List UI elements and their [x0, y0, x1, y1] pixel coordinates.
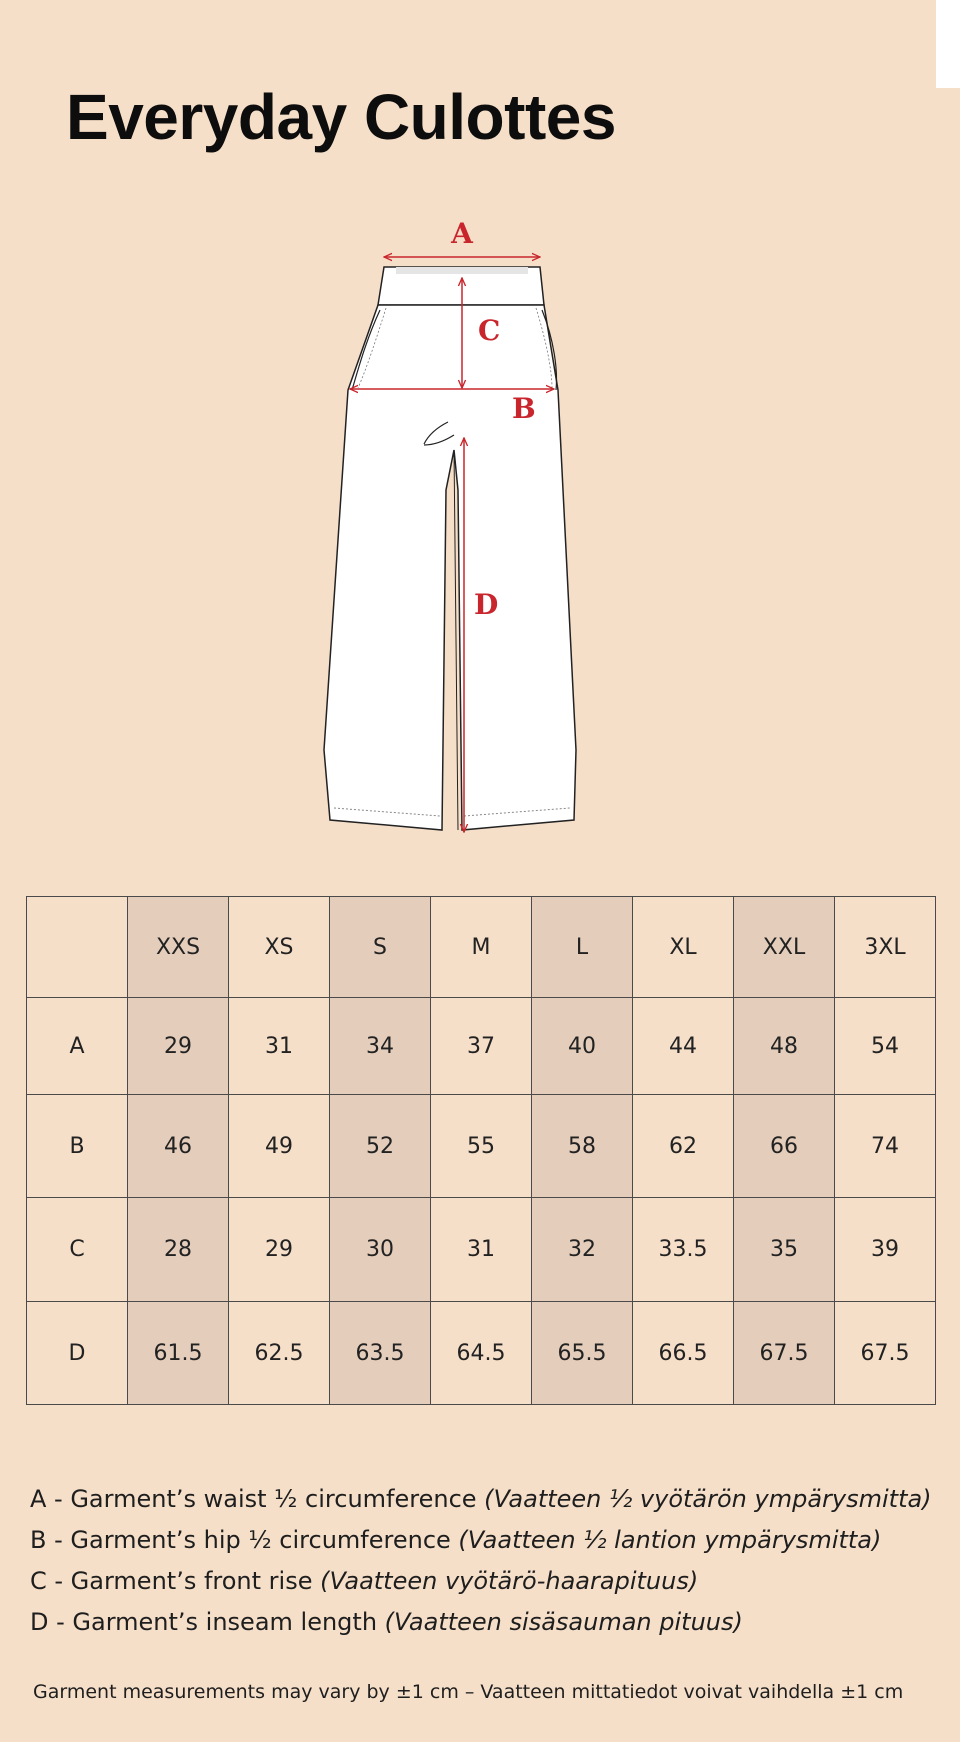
measurement-note: Garment measurements may vary by ±1 cm – Vaatteen mittatiedot voivat vaihdella ±1 cm	[33, 1681, 904, 1703]
culottes-diagram	[296, 210, 636, 840]
label-a: A	[451, 217, 473, 250]
table-cell: 61.5	[128, 1302, 229, 1405]
size-header: S	[330, 897, 431, 998]
table-cell: 46	[128, 1095, 229, 1198]
table-cell: 40	[532, 998, 633, 1095]
legend-item-c	[30, 1561, 932, 1602]
size-header: XL	[633, 897, 734, 998]
legend-item-b	[30, 1520, 932, 1561]
label-d: D	[474, 588, 499, 621]
legend-translation: (Vaatteen sisäsauman pituus)	[384, 1608, 743, 1636]
legend-text: C - Garment’s front rise	[30, 1567, 321, 1595]
size-header: XXL	[734, 897, 835, 998]
page-title: Everyday Culottes	[66, 81, 616, 153]
legend-translation: (Vaatteen ½ lantion ympärysmitta)	[458, 1526, 882, 1554]
table-cell: 39	[835, 1198, 936, 1302]
table-cell: 66	[734, 1095, 835, 1198]
table-cell: 48	[734, 998, 835, 1095]
table-cell: 66.5	[633, 1302, 734, 1405]
header-corner-cell	[27, 897, 128, 998]
row-label: A	[27, 998, 128, 1095]
size-header: 3XL	[835, 897, 936, 998]
table-cell: 74	[835, 1095, 936, 1198]
size-header: XXS	[128, 897, 229, 998]
table-cell: 35	[734, 1198, 835, 1302]
legend-text: A - Garment’s waist ½ circumference	[30, 1485, 485, 1513]
legend-text: B - Garment’s hip ½ circumference	[30, 1526, 459, 1554]
size-chart-table	[26, 896, 936, 1405]
table-cell: 37	[431, 998, 532, 1095]
table-cell: 29	[229, 1198, 330, 1302]
table-cell: 33.5	[633, 1198, 734, 1302]
table-header-row	[27, 897, 936, 998]
table-row	[27, 1302, 936, 1405]
label-c: C	[478, 314, 501, 347]
table-row	[27, 1095, 936, 1198]
table-cell: 52	[330, 1095, 431, 1198]
table-cell: 55	[431, 1095, 532, 1198]
size-header: L	[532, 897, 633, 998]
table-cell: 49	[229, 1095, 330, 1198]
table-cell: 31	[431, 1198, 532, 1302]
table-cell: 65.5	[532, 1302, 633, 1405]
table-cell: 58	[532, 1095, 633, 1198]
table-cell: 29	[128, 998, 229, 1095]
table-cell: 62.5	[229, 1302, 330, 1405]
measurement-legend	[30, 1479, 932, 1643]
legend-item-d	[30, 1602, 932, 1643]
corner-panel	[936, 0, 960, 88]
table-cell: 30	[330, 1198, 431, 1302]
table-cell: 31	[229, 998, 330, 1095]
table-row	[27, 998, 936, 1095]
row-label: B	[27, 1095, 128, 1198]
legend-translation: (Vaatteen vyötärö-haarapituus)	[320, 1567, 699, 1595]
table-cell: 32	[532, 1198, 633, 1302]
row-label: D	[27, 1302, 128, 1405]
table-cell: 62	[633, 1095, 734, 1198]
legend-text: D - Garment’s inseam length	[30, 1608, 385, 1636]
label-b: B	[512, 392, 536, 425]
table-cell: 64.5	[431, 1302, 532, 1405]
table-cell: 67.5	[734, 1302, 835, 1405]
legend-item-a	[30, 1479, 932, 1520]
row-label: C	[27, 1198, 128, 1302]
table-cell: 63.5	[330, 1302, 431, 1405]
table-cell: 54	[835, 998, 936, 1095]
table-row	[27, 1198, 936, 1302]
legend-translation: (Vaatteen ½ vyötärön ympärysmitta)	[484, 1485, 932, 1513]
size-header: M	[431, 897, 532, 998]
table-cell: 28	[128, 1198, 229, 1302]
table-cell: 44	[633, 998, 734, 1095]
table-cell: 34	[330, 998, 431, 1095]
table-cell: 67.5	[835, 1302, 936, 1405]
size-header: XS	[229, 897, 330, 998]
